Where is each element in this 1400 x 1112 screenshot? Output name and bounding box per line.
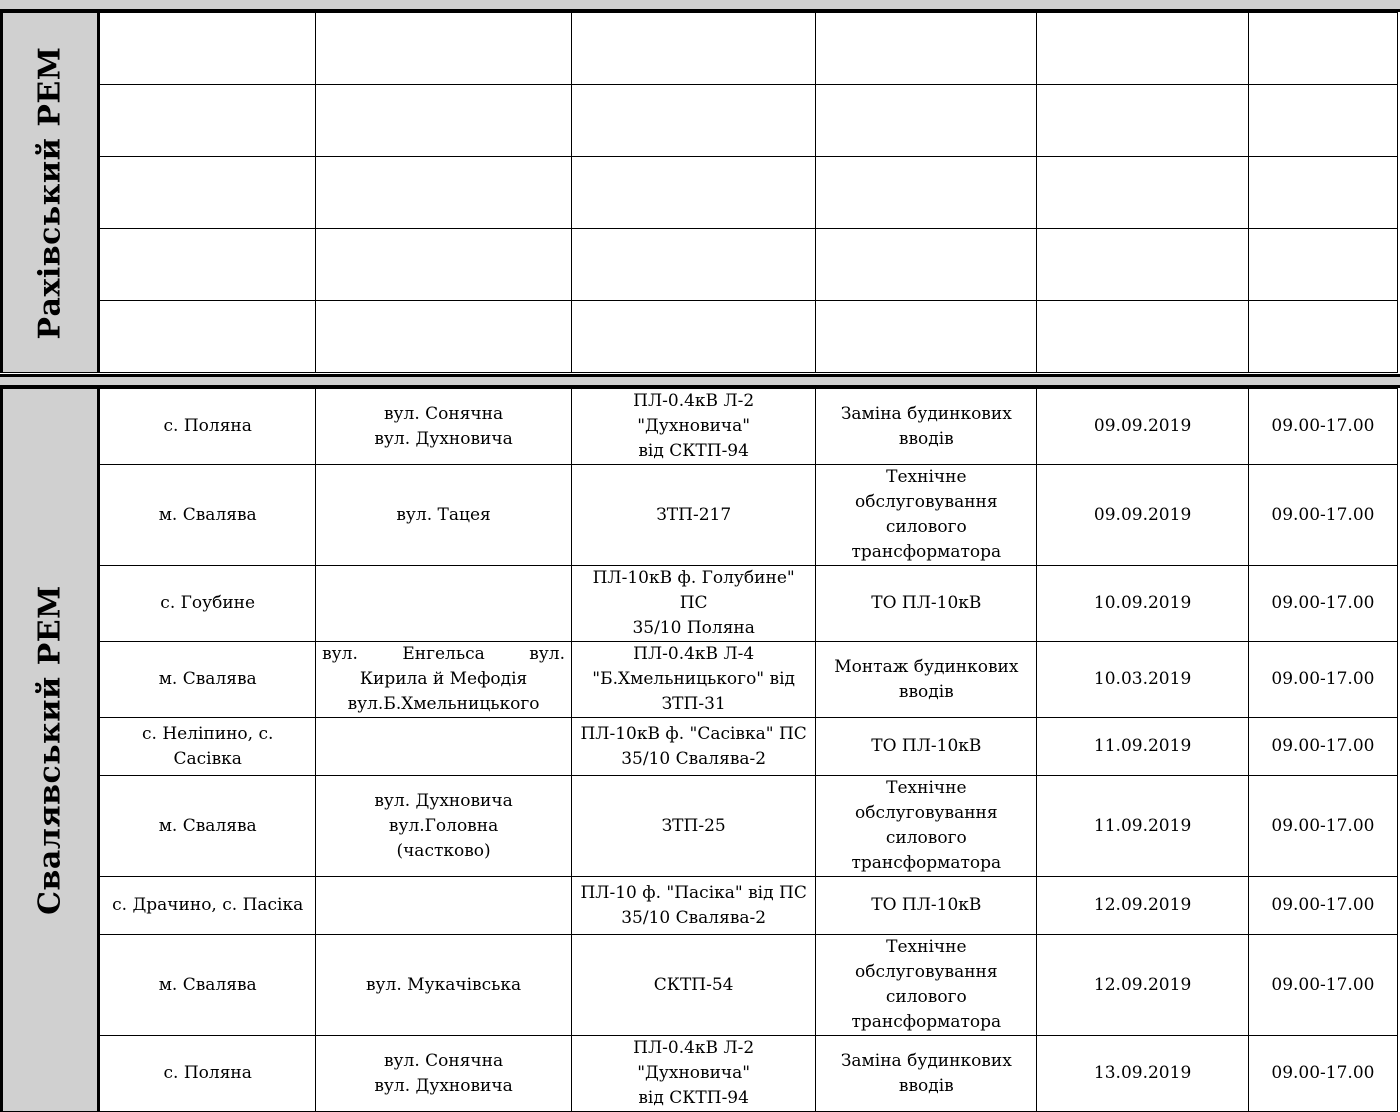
work-cell [816, 301, 1037, 373]
street-line: вул. Енгельса вул. [322, 644, 566, 664]
time-cell [1248, 229, 1397, 301]
table-row [2, 465, 1398, 566]
object-line: ПЛ-0.4кВ Л-4 [633, 644, 755, 664]
work-line: силового [885, 987, 967, 1007]
work-line: трансформатора [851, 853, 1002, 873]
work-line: вводів [898, 681, 954, 702]
streets-cell [316, 935, 572, 1036]
work-line: силового [885, 517, 967, 537]
work-cell [816, 389, 1037, 465]
work-line: обслуговування [855, 962, 998, 982]
work-cell [816, 1036, 1037, 1112]
streets-cell [316, 157, 572, 229]
object-line: 35/10 Свалява-2 [621, 907, 767, 928]
date-cell: 10.03.2019 [1037, 642, 1249, 718]
place-cell: с. Драчино, с. Пасіка [99, 877, 316, 935]
object-cell [572, 389, 816, 465]
work-line: трансформатора [851, 1012, 1002, 1032]
table-row [2, 85, 1398, 157]
work-cell [816, 85, 1037, 157]
object-cell [572, 718, 816, 776]
work-cell [816, 642, 1037, 718]
top-divider-band [0, 0, 1400, 12]
object-cell [572, 229, 816, 301]
section-label-cell [2, 389, 99, 1112]
date-cell: 12.09.2019 [1037, 877, 1249, 935]
work-line: ТО ПЛ-10кВ [871, 736, 982, 756]
time-cell [1248, 301, 1397, 373]
streets-cell [316, 85, 572, 157]
place-cell [99, 85, 316, 157]
work-cell [816, 566, 1037, 642]
place-cell: м. Свалява [99, 935, 316, 1036]
object-line: від СКТП-94 [638, 1088, 749, 1108]
place-cell: с. Поляна [99, 389, 316, 465]
work-cell [816, 465, 1037, 566]
object-cell [572, 1036, 816, 1112]
place-cell: с. Гоубине [99, 566, 316, 642]
street-line: вул. Духновича [374, 428, 513, 449]
time-cell: 09.00-17.00 [1248, 776, 1397, 877]
streets-cell [316, 877, 572, 935]
table-row [2, 566, 1398, 642]
object-cell [572, 157, 816, 229]
street-line: вул.Б.Хмельницького [347, 694, 540, 714]
table-row [2, 642, 1398, 718]
date-cell [1037, 229, 1249, 301]
streets-cell [316, 229, 572, 301]
section-label: Рахівський РЕМ [32, 46, 68, 339]
time-cell [1248, 85, 1397, 157]
work-cell [816, 776, 1037, 877]
table-row [2, 877, 1398, 935]
object-line: ПЛ-10кВ ф. Голубине" ПС [592, 568, 795, 613]
work-line: Монтаж будинкових [834, 656, 1019, 677]
time-cell: 09.00-17.00 [1248, 566, 1397, 642]
streets-cell [316, 776, 572, 877]
time-cell: 09.00-17.00 [1248, 465, 1397, 566]
table-row [2, 1036, 1398, 1112]
table-row [2, 718, 1398, 776]
svaliava-section-table [0, 388, 1398, 1112]
time-cell: 09.00-17.00 [1248, 877, 1397, 935]
streets-cell [316, 566, 572, 642]
date-cell: 09.09.2019 [1037, 389, 1249, 465]
work-line: Заміна будинкових [840, 1050, 1012, 1071]
work-cell [816, 13, 1037, 85]
work-line: вводів [898, 1075, 954, 1096]
street-line: вул. Тацея [396, 504, 491, 525]
place-cell: м. Свалява [99, 465, 316, 566]
object-cell [572, 85, 816, 157]
table-row [2, 301, 1398, 373]
work-cell [816, 877, 1037, 935]
place-cell: с. Поляна [99, 1036, 316, 1112]
streets-cell [316, 465, 572, 566]
date-cell: 13.09.2019 [1037, 1036, 1249, 1112]
street-line: вул.Головна [388, 815, 499, 836]
work-cell [816, 157, 1037, 229]
date-cell [1037, 301, 1249, 373]
street-line: вул. Духновича [374, 790, 513, 811]
section-divider-band [0, 374, 1400, 388]
street-line: вул. Духновича [374, 1075, 513, 1096]
table-row [2, 229, 1398, 301]
time-cell: 09.00-17.00 [1248, 1036, 1397, 1112]
work-cell [816, 935, 1037, 1036]
work-line: ТО ПЛ-10кВ [871, 593, 982, 613]
object-cell [572, 13, 816, 85]
table-row [2, 935, 1398, 1036]
object-cell [572, 301, 816, 373]
object-line: ПЛ-0.4кВ Л-2 "Духновича" [633, 1038, 755, 1083]
table-row [2, 389, 1398, 465]
street-line: (частково) [396, 840, 491, 861]
place-cell [99, 13, 316, 85]
work-line: силового [885, 828, 967, 848]
work-line: Технічне [886, 778, 967, 798]
object-line: ПЛ-10 ф. "Пасіка" від ПС [580, 882, 807, 903]
time-cell [1248, 157, 1397, 229]
object-line: ПЛ-10кВ ф. "Сасівка" ПС [580, 723, 807, 744]
section-label: Свалявський РЕМ [32, 585, 68, 915]
work-cell [816, 229, 1037, 301]
object-line: від СКТП-94 [638, 441, 749, 461]
work-line: обслуговування [855, 803, 998, 823]
object-line: ЗТП-25 [661, 815, 726, 836]
streets-cell [316, 389, 572, 465]
work-line: Технічне [886, 467, 967, 487]
date-cell: 09.09.2019 [1037, 465, 1249, 566]
streets-cell [316, 13, 572, 85]
object-line: 35/10 Поляна [632, 618, 755, 638]
streets-cell [316, 301, 572, 373]
place-cell [99, 157, 316, 229]
place-cell [99, 229, 316, 301]
place-cell: с. Неліпино, с. Сасівка [99, 718, 316, 776]
work-line: Заміна будинкових [840, 403, 1012, 424]
work-line: ТО ПЛ-10кВ [871, 895, 982, 915]
work-line: обслуговування [855, 492, 998, 512]
time-cell: 09.00-17.00 [1248, 718, 1397, 776]
work-line: Технічне [886, 937, 967, 957]
date-cell: 10.09.2019 [1037, 566, 1249, 642]
work-line: вводів [898, 428, 954, 449]
date-cell: 11.09.2019 [1037, 718, 1249, 776]
street-line: вул. Сонячна [383, 1050, 504, 1071]
object-line: ЗТП-217 [656, 504, 732, 525]
place-cell: м. Свалява [99, 776, 316, 877]
table-row [2, 13, 1398, 85]
object-cell [572, 566, 816, 642]
object-line: ЗТП-31 [661, 694, 726, 714]
table-row [2, 157, 1398, 229]
section-label-cell [2, 13, 99, 373]
date-cell [1037, 13, 1249, 85]
street-line: Кирила й Мефодія [359, 669, 528, 689]
object-cell [572, 642, 816, 718]
object-cell [572, 877, 816, 935]
object-line: 35/10 Свалява-2 [621, 748, 767, 769]
streets-cell [316, 642, 572, 718]
streets-cell [316, 1036, 572, 1112]
object-cell [572, 776, 816, 877]
object-line: "Б.Хмельницького" від [592, 669, 796, 689]
street-line: вул. Сонячна [383, 403, 504, 424]
time-cell [1248, 13, 1397, 85]
object-line: ПЛ-0.4кВ Л-2 "Духновича" [633, 391, 755, 436]
time-cell: 09.00-17.00 [1248, 642, 1397, 718]
street-line: вул. Мукачівська [365, 974, 522, 995]
date-cell [1037, 157, 1249, 229]
time-cell: 09.00-17.00 [1248, 935, 1397, 1036]
object-line: СКТП-54 [653, 974, 734, 995]
date-cell [1037, 85, 1249, 157]
date-cell: 11.09.2019 [1037, 776, 1249, 877]
table-row [2, 776, 1398, 877]
work-line: трансформатора [851, 542, 1002, 562]
object-cell [572, 935, 816, 1036]
rakhiv-section-table [0, 12, 1398, 373]
place-cell [99, 301, 316, 373]
date-cell: 12.09.2019 [1037, 935, 1249, 1036]
place-cell: м. Свалява [99, 642, 316, 718]
object-cell [572, 465, 816, 566]
streets-cell [316, 718, 572, 776]
time-cell: 09.00-17.00 [1248, 389, 1397, 465]
work-cell [816, 718, 1037, 776]
